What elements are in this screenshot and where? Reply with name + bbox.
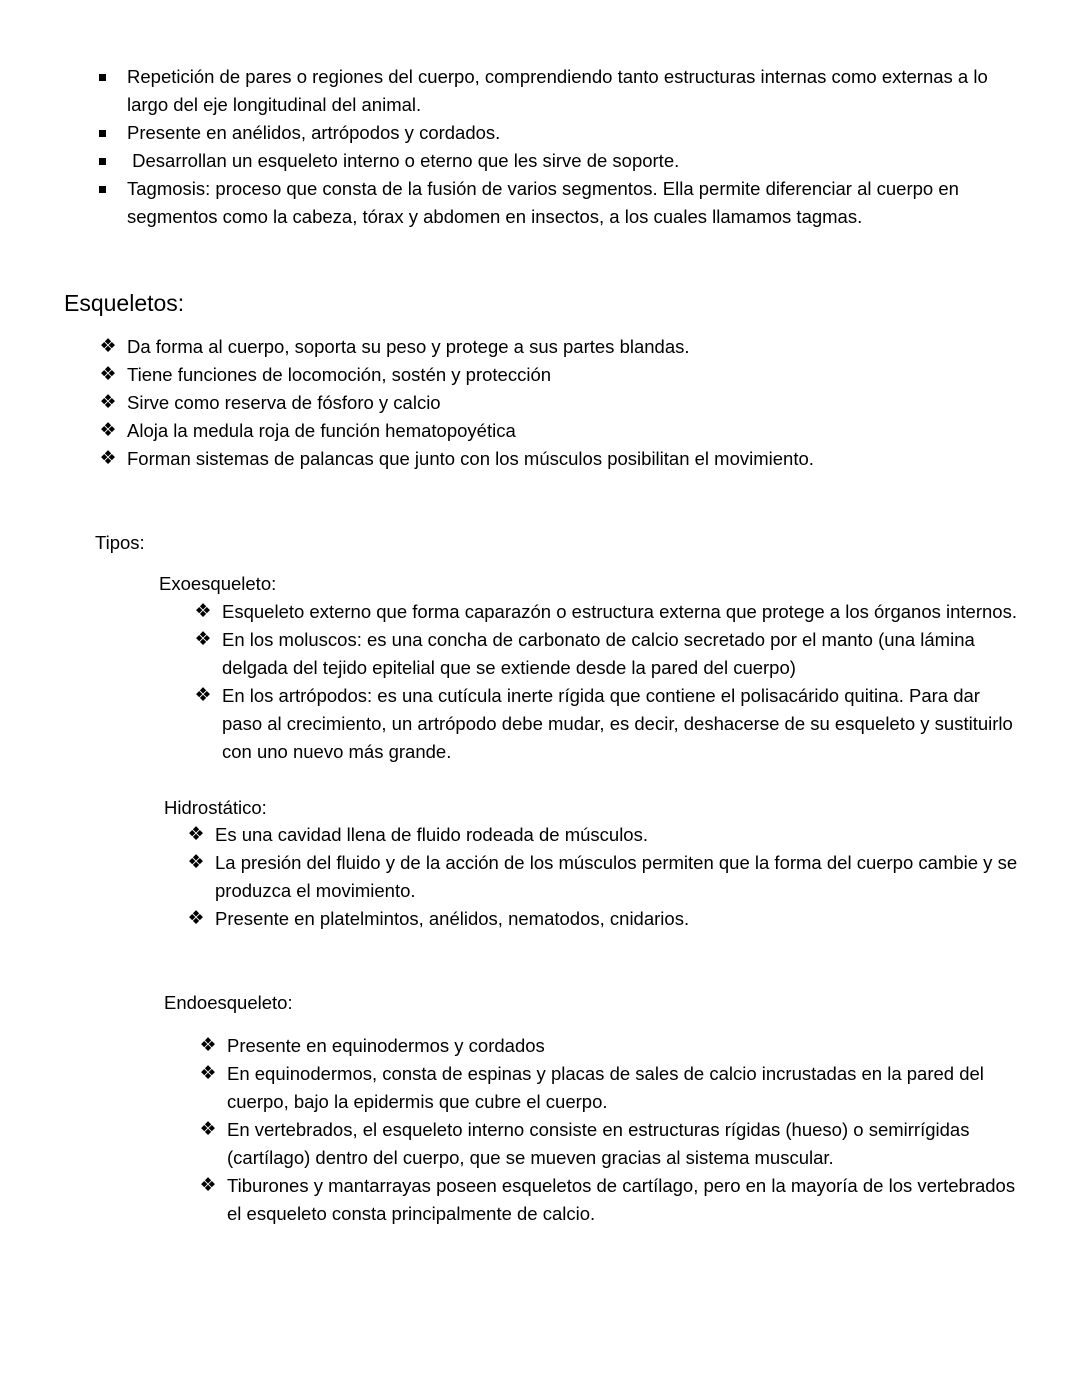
hidrostatico-label: Hidrostático: xyxy=(164,797,267,818)
four-diamond-bullet-icon: ❖ xyxy=(199,1035,217,1056)
list-item xyxy=(184,905,1024,933)
four-diamond-bullet-icon: ❖ xyxy=(194,629,212,650)
four-diamond-bullet-icon: ❖ xyxy=(187,852,205,873)
list-item xyxy=(196,1032,1016,1060)
list-item xyxy=(96,119,1026,147)
esqueletos-list xyxy=(96,333,1026,473)
section-heading-esqueletos: Esqueletos: xyxy=(64,290,185,316)
four-diamond-bullet-icon: ❖ xyxy=(187,824,205,845)
exoesqueleto-label: Exoesqueleto: xyxy=(159,573,277,594)
list-item-text: La presión del fluido y de la acción de los músculos permiten que la forma del cuerpo cambie y se produzca el movimiento. xyxy=(215,852,1018,901)
four-diamond-bullet-icon: ❖ xyxy=(194,601,212,622)
four-diamond-bullet-icon: ❖ xyxy=(99,392,117,413)
four-diamond-bullet-icon: ❖ xyxy=(99,448,117,469)
four-diamond-bullet-icon: ❖ xyxy=(187,908,205,929)
list-item-text: Presente en equinodermos y cordados xyxy=(227,1035,545,1056)
four-diamond-bullet-icon: ❖ xyxy=(99,420,117,441)
four-diamond-bullet-icon: ❖ xyxy=(99,336,117,357)
tipos-label: Tipos: xyxy=(95,532,145,553)
endoesqueleto-label: Endoesqueleto: xyxy=(164,992,293,1013)
list-item xyxy=(191,626,1021,682)
list-item xyxy=(196,1172,1016,1228)
list-item-text: Tiene funciones de locomoción, sostén y protección xyxy=(127,364,552,385)
list-item xyxy=(184,849,1024,905)
four-diamond-bullet-icon: ❖ xyxy=(99,364,117,385)
list-item xyxy=(96,333,1026,361)
list-item-text: Es una cavidad llena de fluido rodeada de músculos. xyxy=(215,824,648,845)
list-item-text: Aloja la medula roja de función hematopoyética xyxy=(127,420,516,441)
list-item xyxy=(191,682,1021,766)
hidrostatico-list xyxy=(184,821,1024,933)
four-diamond-bullet-icon: ❖ xyxy=(199,1175,217,1196)
list-item xyxy=(96,445,1026,473)
list-item-text: Da forma al cuerpo, soporta su peso y protege a sus partes blandas. xyxy=(127,336,690,357)
list-item-text: Presente en anélidos, artrópodos y cordados. xyxy=(127,122,501,143)
list-item-text: Sirve como reserva de fósforo y calcio xyxy=(127,392,441,413)
list-item xyxy=(191,598,1021,626)
list-item xyxy=(96,361,1026,389)
list-item-text: En los artrópodos: es una cutícula inerte rígida que contiene el polisacárido quitina. Para dar paso al crecimiento, un artrópodo debe mudar, es decir, deshacerse de su esqueleto y sustituirlo con uno nuevo más grande. xyxy=(222,685,1013,762)
list-item-text: Tagmosis: proceso que consta de la fusión de varios segmentos. Ella permite diferenciar al cuerpo en segmentos como la cabeza, tórax y abdomen en insectos, a los cuales llamamos tagmas. xyxy=(127,178,959,227)
exoesqueleto-list xyxy=(191,598,1021,766)
list-item xyxy=(196,1060,1016,1116)
list-item xyxy=(96,389,1026,417)
list-item-text: En vertebrados, el esqueleto interno consiste en estructuras rígidas (hueso) o semirrígidas (cartílago) dentro del cuerpo, que se mueven gracias al sistema muscular. xyxy=(227,1119,970,1168)
four-diamond-bullet-icon: ❖ xyxy=(199,1119,217,1140)
endoesqueleto-list xyxy=(196,1032,1016,1228)
list-item xyxy=(96,63,1026,119)
list-item xyxy=(96,175,1026,231)
segmentation-list xyxy=(96,63,1026,231)
four-diamond-bullet-icon: ❖ xyxy=(199,1063,217,1084)
list-item xyxy=(184,821,1024,849)
list-item-text: Forman sistemas de palancas que junto con los músculos posibilitan el movimiento. xyxy=(127,448,814,469)
list-item-text: Repetición de pares o regiones del cuerpo, comprendiendo tanto estructuras internas como externas a lo largo del eje longitudinal del animal. xyxy=(127,66,988,115)
list-item-text: En los moluscos: es una concha de carbonato de calcio secretado por el manto (una lámina delgada del tejido epitelial que se extiende desde la pared del cuerpo) xyxy=(222,629,975,678)
list-item xyxy=(96,417,1026,445)
list-item xyxy=(196,1116,1016,1172)
list-item-text: En equinodermos, consta de espinas y placas de sales de calcio incrustadas en la pared del cuerpo, bajo la epidermis que cubre el cuerpo. xyxy=(227,1063,984,1112)
list-item-text: Tiburones y mantarrayas poseen esqueletos de cartílago, pero en la mayoría de los vertebrados el esqueleto consta principalmente de calcio. xyxy=(227,1175,1016,1224)
list-item-text: Esqueleto externo que forma caparazón o estructura externa que protege a los órganos internos. xyxy=(222,601,1017,622)
list-item-text: Presente en platelmintos, anélidos, nematodos, cnidarios. xyxy=(215,908,690,929)
four-diamond-bullet-icon: ❖ xyxy=(194,685,212,706)
list-item xyxy=(96,147,1026,175)
list-item-text: Desarrollan un esqueleto interno o eterno que les sirve de soporte. xyxy=(127,150,680,171)
